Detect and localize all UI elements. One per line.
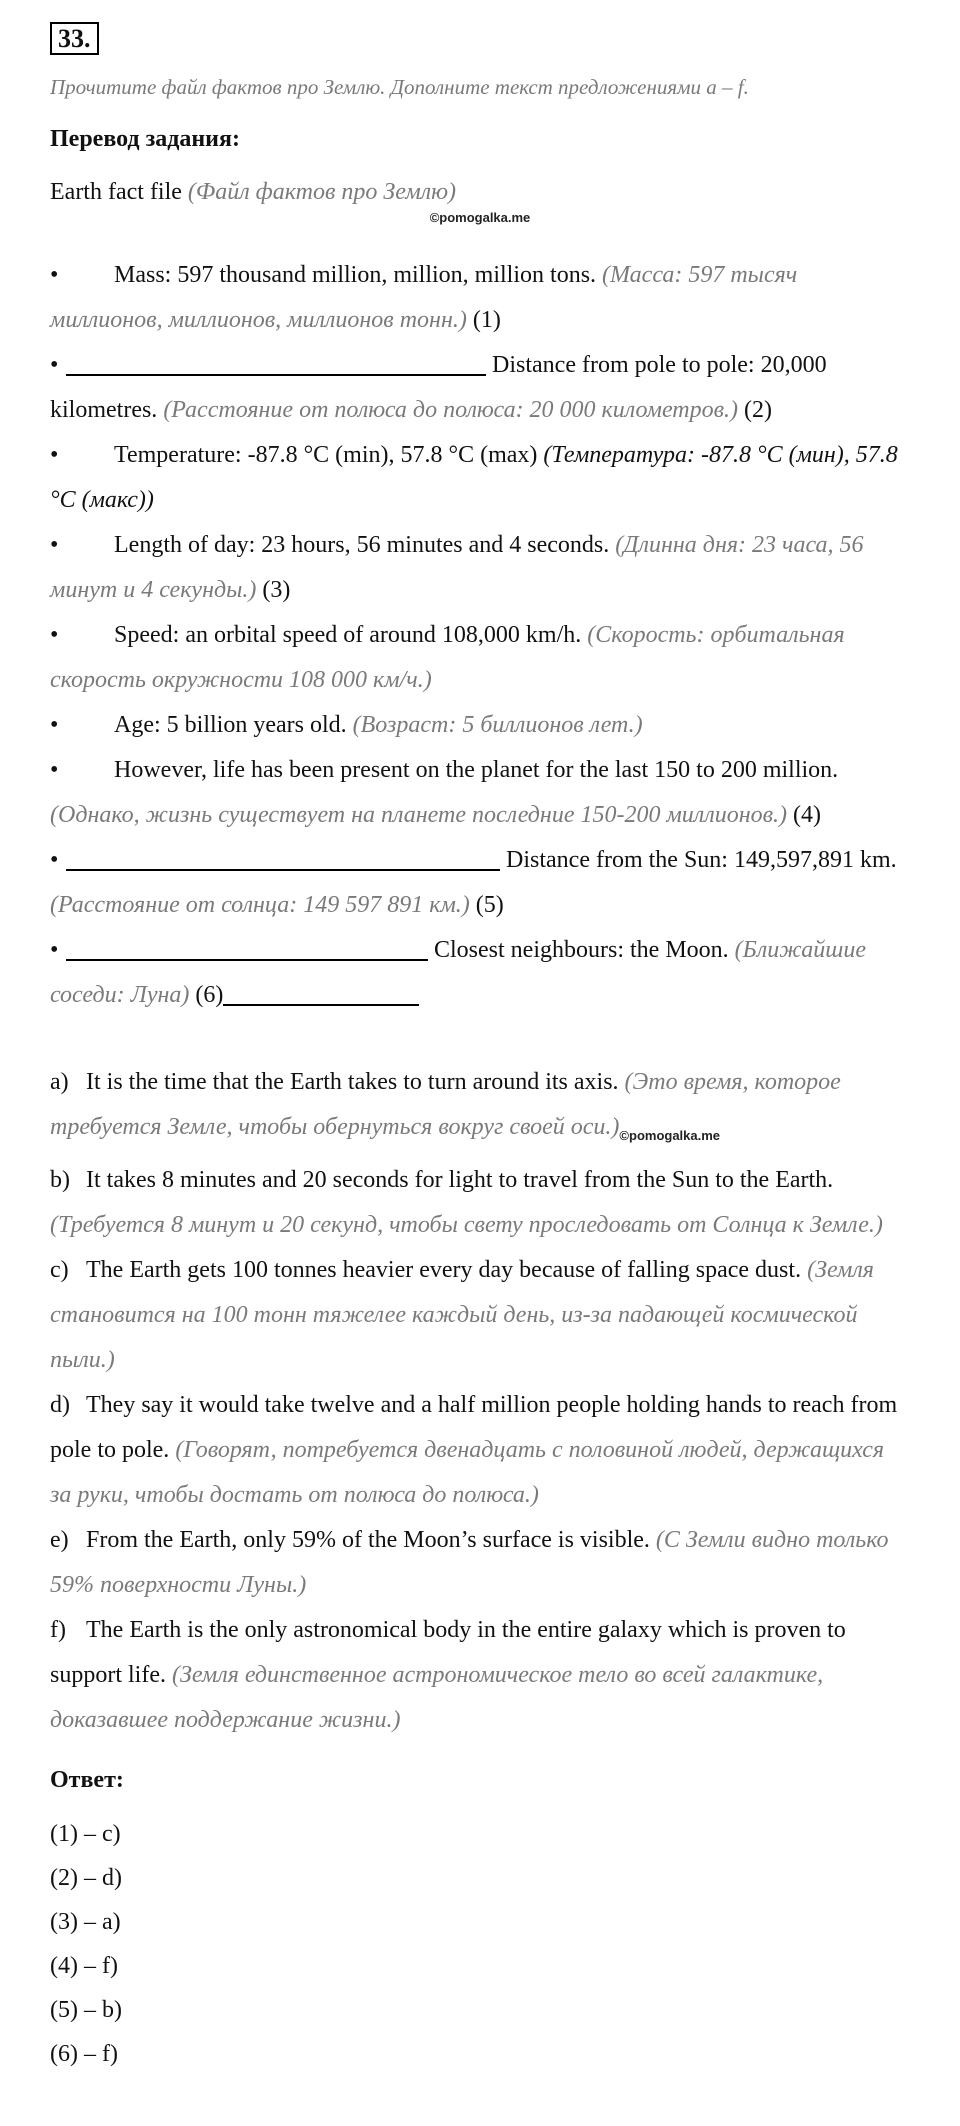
fact-item: • Length of day: 23 hours, 56 minutes and 4 seconds. (Длинна дня: 23 часа, 56 минут и 4 секунды.) (3)	[50, 532, 864, 603]
fact-item: • Distance from pole to pole: 20,000 kilometres. (Расстояние от полюса до полюса: 20 000 километров.) (2)	[50, 343, 910, 433]
fact-list	[50, 253, 910, 1018]
task-number-box	[50, 22, 910, 55]
answer-item: (2) – d)	[50, 1865, 122, 1891]
fact-item: • Closest neighbours: the Moon. (Ближайшие соседи: Луна) (6)	[50, 928, 910, 1018]
title-en: Earth fact file	[50, 179, 182, 205]
sentence-options	[50, 1060, 910, 1743]
option-item: c) The Earth gets 100 tonnes heavier every day because of falling space dust. (Земля становится на 100 тонн тяжелее каждый день, из-за падающей космической пыли.)	[50, 1257, 874, 1373]
option-item: d) They say it would take twelve and a half million people holding hands to reach from pole to pole. (Говорят, потребуется двенадцать с половиной людей, держащихся за руки, чтобы достать от полюса до полюса.)	[50, 1392, 898, 1508]
title-ru: (Файл фактов про Землю)	[187, 179, 457, 205]
fact-item: • However, life has been present on the planet for the last 150 to 200 million. (Однако, жизнь существует на планете последние 150-200 миллионов.) (4)	[50, 757, 839, 828]
fact-item: • Speed: an orbital speed of around 108,000 km/h. (Скорость: орбитальная скорость окружности 108 000 км/ч.)	[50, 622, 845, 693]
fact-item: • Age: 5 billion years old. (Возраст: 5 биллионов лет.)	[50, 712, 643, 738]
option-item: b) It takes 8 minutes and 20 seconds for light to travel from the Sun to the Earth. (Требуется 8 минут и 20 секунд, чтобы свету проследовать от Солнца к Земле.)	[50, 1167, 883, 1238]
answers-heading: Ответ:	[50, 1767, 124, 1793]
translation-heading: Перевод задания:	[50, 126, 240, 152]
fact-file-title	[50, 179, 910, 206]
answer-blank[interactable]	[66, 843, 500, 871]
answer-blank[interactable]	[66, 933, 428, 961]
answer-blank[interactable]	[66, 348, 486, 376]
answer-item: (3) – a)	[50, 1909, 121, 1935]
option-item: e) From the Earth, only 59% of the Moon’s surface is visible. (С Земли видно только 59% поверхности Луны.)	[50, 1527, 889, 1598]
document-page	[50, 22, 910, 2076]
answer-item: (4) – f)	[50, 1953, 118, 1979]
fact-item: • Mass: 597 thousand million, million, million tons. (Масса: 597 тысяч миллионов, миллионов, миллионов тонн.) (1)	[50, 262, 798, 333]
instruction: Прочитите файл фактов про Землю. Дополните текст предложениями a – f.	[50, 75, 749, 99]
task-number: 33.	[50, 22, 99, 55]
fact-item: • Temperature: -87.8 °C (min), 57.8 °C (max) (Температура: -87.8 °C (мин), 57.8 °C (макс))	[50, 442, 898, 513]
fact-item: • Distance from the Sun: 149,597,891 km. (Расстояние от солнца: 149 597 891 км.) (5)	[50, 838, 910, 928]
watermark: ©pomogalka.me	[619, 1128, 721, 1143]
answer-item: (5) – b)	[50, 1997, 122, 2023]
answer-item: (1) – c)	[50, 1821, 121, 1847]
answer-blank[interactable]	[223, 978, 419, 1006]
option-item: f) The Earth is the only astronomical body in the entire galaxy which is proven to support life. (Земля единственное астрономическое тело во всей галактике, доказавшее поддержание жизни.)	[50, 1617, 846, 1733]
watermark: ©pomogalka.me	[429, 210, 531, 225]
answer-item: (6) – f)	[50, 2041, 118, 2067]
option-item: a) It is the time that the Earth takes to turn around its axis. (Это время, которое требуется Земле, чтобы обернуться вокруг своей оси.)©pomogalka.me	[50, 1060, 910, 1158]
answer-list	[50, 1812, 910, 2076]
